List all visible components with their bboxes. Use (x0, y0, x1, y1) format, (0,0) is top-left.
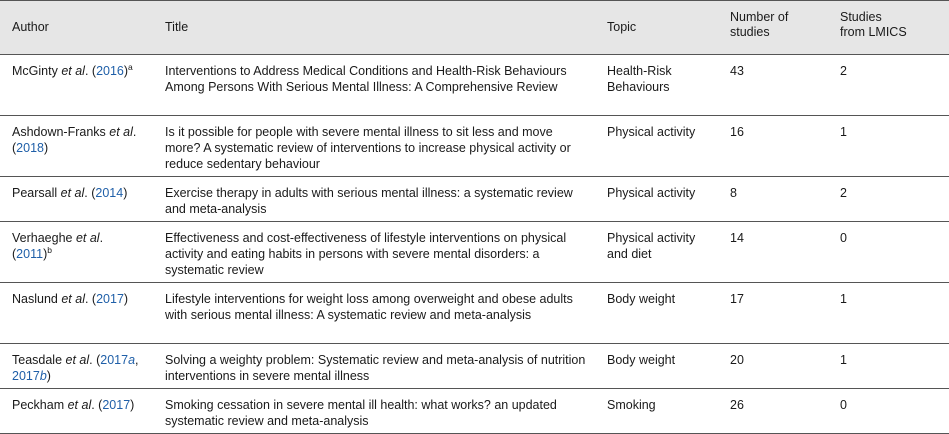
cell-lmics: 0 (828, 222, 949, 283)
cell-author (0, 55, 153, 116)
cell-author (0, 177, 153, 222)
citation-year-link[interactable]: 2011 (16, 247, 44, 261)
author-etal: et al (61, 292, 85, 306)
cell-author (0, 283, 153, 344)
citation-year-link[interactable]: 2017a (100, 353, 136, 367)
cell-author (0, 222, 153, 283)
author-close: ) (43, 247, 48, 261)
cell-title: Smoking cessation in severe mental ill health: what works? an updated systematic review and meta-analysis (153, 389, 595, 434)
cell-title: Is it possible for people with severe mental illness to sit less and move more? A systematic review of interventions to increase physical activity or reduce sedentary behaviour (153, 116, 595, 177)
cell-topic: Smoking (595, 389, 718, 434)
header-topic (595, 1, 718, 55)
citation-year-link[interactable]: 2017 (102, 398, 131, 412)
author-name: Peckham (12, 398, 68, 412)
author-close: ) (123, 186, 128, 200)
cell-number-of-studies: 26 (718, 389, 828, 434)
cell-number-of-studies: 17 (718, 283, 828, 344)
cell-topic: Physical activity (595, 177, 718, 222)
cell-number-of-studies: 14 (718, 222, 828, 283)
cell-topic: Body weight (595, 344, 718, 389)
table-row (0, 116, 949, 177)
table-row (0, 55, 949, 116)
author-name: Ashdown-Franks (12, 125, 110, 139)
cell-author (0, 116, 153, 177)
header-row (0, 1, 949, 55)
cell-lmics: 2 (828, 55, 949, 116)
cell-number-of-studies: 16 (718, 116, 828, 177)
author-sep: . ( (84, 292, 97, 306)
footnote-marker: a (128, 62, 133, 72)
author-sep: . ( (89, 353, 101, 367)
author-name: McGinty (12, 64, 62, 78)
author-etal: et al (60, 186, 85, 200)
cell-lmics: 1 (828, 344, 949, 389)
author-sep: . ( (91, 398, 103, 412)
cell-lmics: 1 (828, 116, 949, 177)
author-close: ) (46, 369, 51, 383)
table-row (0, 389, 949, 434)
cell-title: Exercise therapy in adults with serious mental illness: a systematic review and meta-analysis (153, 177, 595, 222)
header-title (153, 1, 595, 55)
cell-title: Lifestyle interventions for weight loss among overweight and obese adults with serious mental illness: A systematic review and meta-analysis (153, 283, 595, 344)
author-etal: et al (109, 125, 133, 139)
cell-number-of-studies: 43 (718, 55, 828, 116)
table-row (0, 177, 949, 222)
author-close: ) (123, 292, 129, 306)
header-number-of-studies (718, 1, 828, 55)
header-lmics-line1: Studies (840, 10, 882, 24)
cell-author (0, 389, 153, 434)
cell-topic: Physical activity (595, 116, 718, 177)
header-author-label: Author (12, 20, 49, 34)
author-etal: et al (65, 353, 90, 367)
cell-topic: Health-Risk Behaviours (595, 55, 718, 116)
cell-lmics: 1 (828, 283, 949, 344)
author-close: ) (123, 64, 129, 78)
author-etal: et al (67, 398, 92, 412)
cell-title: Solving a weighty problem: Systematic review and meta-analysis of nutrition interventions in severe mental illness (153, 344, 595, 389)
cell-author: Teasdale et al. (2017a, 2017b) (0, 344, 153, 389)
author-name: Teasdale (12, 353, 66, 367)
author-sep: . ( (12, 125, 137, 155)
cell-title: Effectiveness and cost-effectiveness of lifestyle interventions on physical activity and eating habits in persons with severe mental disorders: a systematic review (153, 222, 595, 283)
cell-number-of-studies: 8 (718, 177, 828, 222)
author-close: ) (43, 141, 49, 155)
header-topic-label: Topic (607, 20, 637, 34)
author-sep: . ( (12, 231, 104, 261)
author-name: Naslund (12, 292, 62, 306)
author-sep: . ( (84, 64, 97, 78)
citation-year-link[interactable]: 2014 (95, 186, 124, 200)
header-studies-from-lmics (828, 1, 949, 55)
header-n-line1: Number of (730, 10, 789, 24)
citation-year-link[interactable]: 2017 (96, 292, 124, 306)
header-title-label: Title (165, 20, 189, 34)
author-name: Pearsall (12, 186, 61, 200)
citation-year-link[interactable]: 2018 (16, 141, 44, 155)
cell-title: Interventions to Address Medical Conditions and Health-Risk Behaviours Among Persons With Serious Mental Illness: A Comprehensive Review (153, 55, 595, 116)
cell-topic: Physical activity and diet (595, 222, 718, 283)
author-name: Verhaeghe (12, 231, 76, 245)
table-row (0, 344, 949, 389)
citation-year-link-2[interactable]: 2017b (12, 369, 47, 383)
header-author (0, 1, 153, 55)
table-row (0, 222, 949, 283)
citation-year-link[interactable]: 2016 (96, 64, 124, 78)
cell-topic: Body weight (595, 283, 718, 344)
header-lmics-line2: from LMICS (840, 25, 907, 39)
cell-lmics: 0 (828, 389, 949, 434)
author-etal: et al (61, 64, 85, 78)
author-close: ) (130, 398, 135, 412)
cell-lmics: 2 (828, 177, 949, 222)
cell-number-of-studies: 20 (718, 344, 828, 389)
footnote-marker: b (47, 245, 52, 255)
author-etal: et al (75, 231, 100, 245)
author-sep: . ( (84, 186, 96, 200)
header-n-line2: studies (730, 25, 770, 39)
table-row (0, 283, 949, 344)
